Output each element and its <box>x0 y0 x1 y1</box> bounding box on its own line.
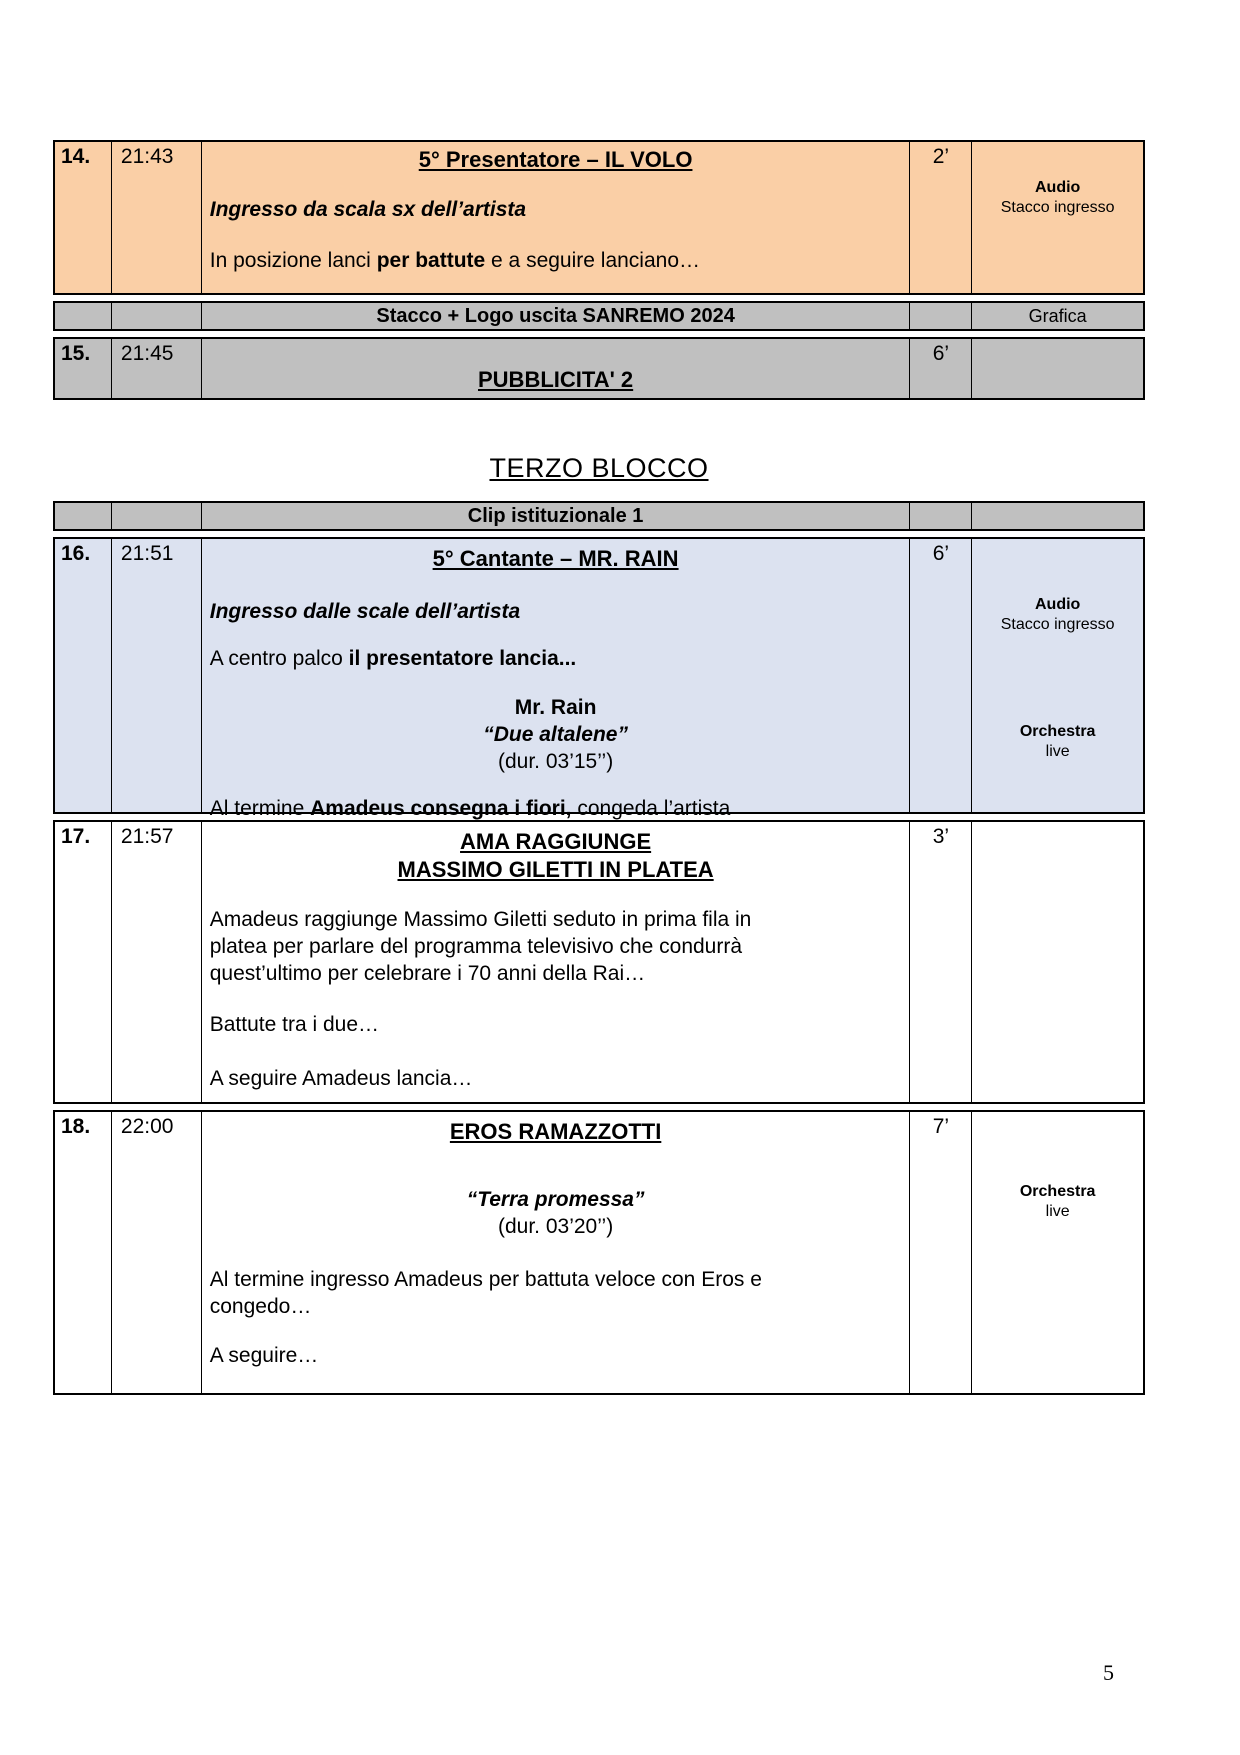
item-content <box>202 339 911 398</box>
item-title: 5° Presentatore – IL VOLO <box>418 147 693 172</box>
item-note: Battute tra i due… <box>209 1013 380 1036</box>
item-duration: 3’ <box>910 822 972 1102</box>
orchestra-note-text: live <box>1045 1203 1070 1220</box>
item-number-empty <box>55 503 112 529</box>
clip-content <box>202 503 911 529</box>
item-note: A seguire Amadeus lancia… <box>209 1067 473 1090</box>
item-description: Amadeus raggiunge Massimo Giletti seduto in prima fila in platea per parlare del programma televisivo che condurrà quest’ultimo per celebrare i 70 anni della Rai… <box>209 908 752 985</box>
orchestra-note <box>972 1182 1143 1222</box>
closing-text: congeda l’artista <box>571 797 731 820</box>
item-notes <box>972 539 1143 812</box>
clip-row <box>53 501 1145 531</box>
orchestra-note-text: live <box>1045 743 1070 760</box>
item-time-empty <box>112 303 202 329</box>
item-number: 15. <box>55 339 112 398</box>
song-title: “Due altalene” <box>483 723 628 746</box>
item-title: EROS RAMAZZOTTI <box>449 1119 662 1144</box>
entrance-note: Ingresso da scala sx dell’artista <box>209 198 527 221</box>
item-content <box>202 1112 911 1393</box>
item-description <box>210 247 902 274</box>
orchestra-note <box>972 722 1143 762</box>
rundown-table <box>53 140 1145 1401</box>
item-content <box>202 539 911 820</box>
item-duration-empty <box>910 303 972 329</box>
item-content <box>202 142 911 293</box>
item-duration: 6’ <box>910 539 972 812</box>
clip-label: Clip istituzionale 1 <box>467 504 644 527</box>
page-number: 5 <box>1103 1660 1114 1685</box>
song-title: “Terra promessa” <box>466 1188 645 1211</box>
item-time: 22:00 <box>112 1112 202 1393</box>
item-number: 18. <box>55 1112 112 1393</box>
description-text: e a seguire lanciano… <box>485 249 701 272</box>
artist-name: Mr. Rain <box>514 696 597 719</box>
audio-note <box>972 178 1143 218</box>
item-time: 21:57 <box>112 822 202 1102</box>
closing-note <box>210 795 902 822</box>
item-notes-empty <box>972 503 1143 529</box>
item-time: 21:51 <box>112 539 202 812</box>
entrance-note: Ingresso dalle scale dell’artista <box>209 600 521 623</box>
item-notes <box>972 142 1143 293</box>
section-heading: TERZO BLOCCO <box>489 453 709 483</box>
item-time-empty <box>112 503 202 529</box>
item-description: Al termine ingresso Amadeus per battuta veloce con Eros e congedo… <box>209 1268 762 1318</box>
audio-note-text: Stacco ingresso <box>1000 199 1115 216</box>
item-duration: 7’ <box>910 1112 972 1393</box>
song-duration: (dur. 03’20’’) <box>498 1215 614 1238</box>
item-duration: 2’ <box>910 142 972 293</box>
item-note: A seguire… <box>209 1344 319 1367</box>
item-duration-empty <box>910 503 972 529</box>
description-bold-text: il presentatore lancia... <box>348 647 577 670</box>
item-title <box>210 828 902 884</box>
item-title: PUBBLICITA' 2 <box>478 367 634 392</box>
song-duration: (dur. 03’15’’) <box>498 750 614 773</box>
stacco-label: Stacco + Logo uscita SANREMO 2024 <box>376 304 735 327</box>
item-description <box>210 645 902 672</box>
closing-text: Al termine <box>209 797 311 820</box>
item-number: 16. <box>55 539 112 812</box>
title-line-1: AMA RAGGIUNGE <box>460 829 652 854</box>
rundown-row-14 <box>53 140 1145 295</box>
item-number: 14. <box>55 142 112 293</box>
item-number-empty <box>55 303 112 329</box>
item-number: 17. <box>55 822 112 1102</box>
item-notes-empty <box>972 822 1143 1102</box>
audio-note-label: Audio <box>1035 596 1081 613</box>
item-duration: 6’ <box>910 339 972 398</box>
orchestra-note-label: Orchestra <box>1019 723 1096 740</box>
item-time: 21:45 <box>112 339 202 398</box>
item-title: 5° Cantante – MR. RAIN <box>432 546 679 571</box>
title-line-2: MASSIMO GILETTI IN PLATEA <box>397 857 714 882</box>
grafica-note: Grafica <box>1028 305 1087 326</box>
description-text: A centro palco <box>209 647 349 670</box>
rundown-row-18 <box>53 1110 1145 1395</box>
rundown-row-17 <box>53 820 1145 1104</box>
item-time: 21:43 <box>112 142 202 293</box>
audio-note-text: Stacco ingresso <box>1000 616 1115 633</box>
item-notes-empty <box>972 339 1143 398</box>
rundown-row-15 <box>53 337 1145 400</box>
item-content <box>202 822 911 1102</box>
description-bold-text: per battute <box>376 249 486 272</box>
stacco-row <box>53 301 1145 331</box>
description-text: In posizione lanci <box>209 249 377 272</box>
orchestra-note-label: Orchestra <box>1019 1183 1096 1200</box>
stacco-content <box>202 303 911 329</box>
closing-bold-text: Amadeus consegna i fiori, <box>310 797 572 820</box>
audio-note-label: Audio <box>1035 179 1081 196</box>
item-notes <box>972 1112 1143 1393</box>
rundown-row-16 <box>53 537 1145 820</box>
audio-note <box>972 595 1143 635</box>
